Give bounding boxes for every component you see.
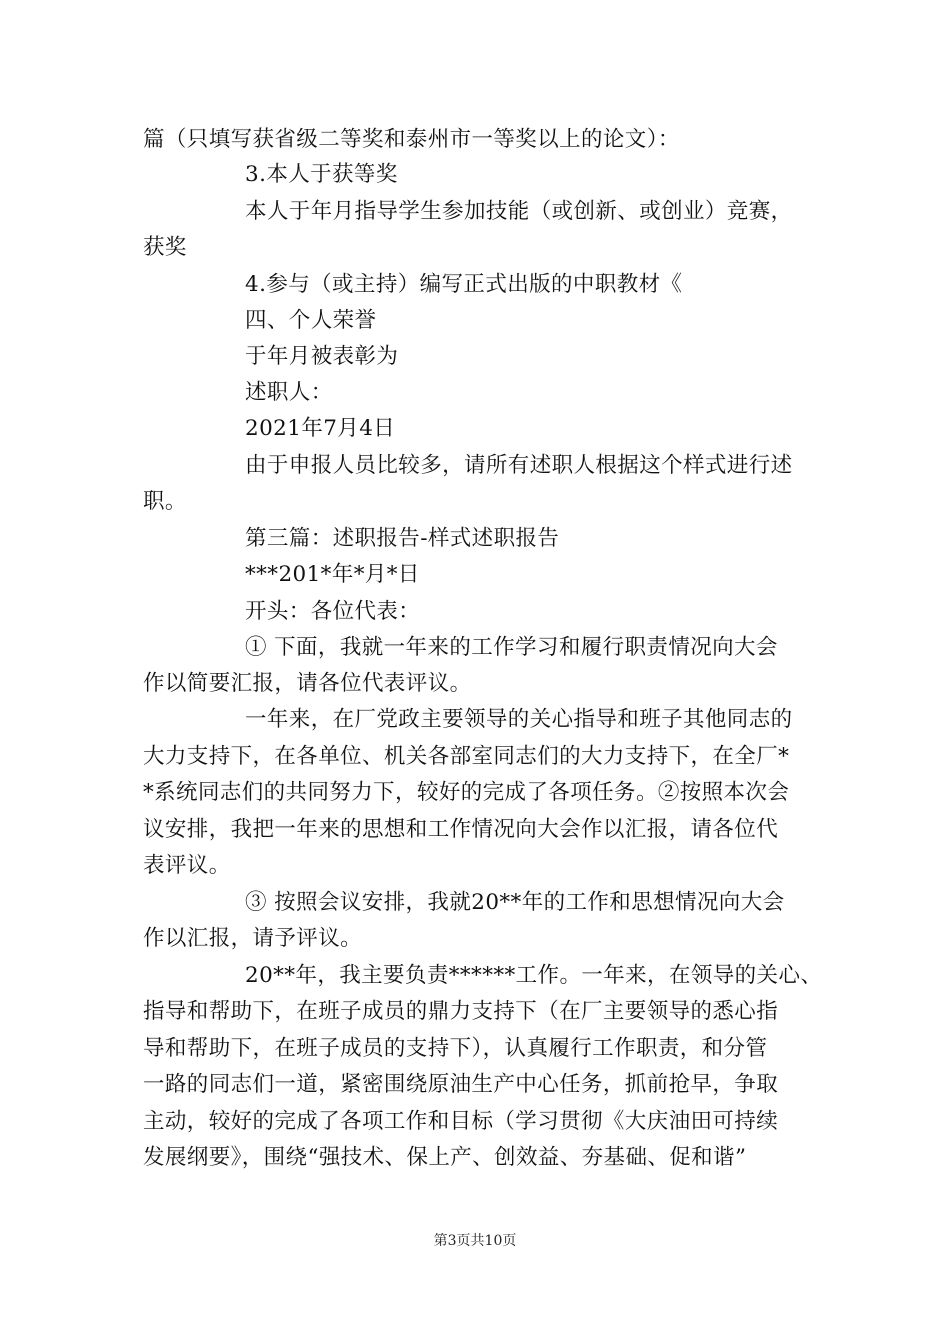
- text-line: 述职人：: [245, 380, 333, 405]
- date-line: ***201*年*月*日: [245, 562, 420, 587]
- text-line: 职。: [143, 489, 187, 514]
- text-line: 于年月被表彰为: [245, 344, 399, 369]
- text-line: 开头：各位代表：: [245, 599, 421, 624]
- text-line: 获奖: [143, 235, 187, 260]
- text-line: ① 下面，我就一年来的工作学习和履行职责情况向大会: [245, 635, 778, 660]
- text-line: 大力支持下，在各单位、机关各部室同志们的大力支持下，在全厂*: [143, 744, 790, 769]
- text-line: 3.本人于获等奖: [245, 162, 398, 187]
- text-line: 篇（只填写获省级二等奖和泰州市一等奖以上的论文）：: [143, 127, 680, 152]
- text-line: 发展纲要》，围绕“强技术、保上产、创效益、夯基础、促和谐”: [143, 1145, 747, 1170]
- date-line: 2021年7月4日: [245, 416, 396, 441]
- text-line: 导和帮助下，在班子成员的支持下），认真履行工作职责，和分管: [143, 1036, 768, 1061]
- text-line: ③ 按照会议安排，我就20**年的工作和思想情况向大会: [245, 890, 785, 915]
- text-line: 作以简要汇报，请各位代表评议。: [143, 671, 472, 696]
- text-line: 由于申报人员比较多，请所有述职人根据这个样式进行述: [245, 453, 793, 478]
- text-line: 一路的同志们一道，紧密围绕原油生产中心任务，抓前抢早，争取: [143, 1072, 779, 1097]
- text-line: 一年来，在厂党政主要领导的关心指导和班子其他同志的: [245, 707, 793, 732]
- text-line: 主动，较好的完成了各项工作和目标（学习贯彻《大庆油田可持续: [143, 1109, 779, 1134]
- text-line: 指导和帮助下，在班子成员的鼎力支持下（在厂主要领导的悉心指: [143, 999, 779, 1024]
- text-line: 20**年，我主要负责******工作。一年来，在领导的关心、: [245, 963, 823, 988]
- text-line: 本人于年月指导学生参加技能（或创新、或创业）竞赛，: [245, 199, 793, 224]
- text-line: 议安排，我把一年来的思想和工作情况向大会作以汇报，请各位代: [143, 817, 779, 842]
- text-line: 作以汇报，请予评议。: [143, 926, 363, 951]
- text-line: 表评议。: [143, 853, 231, 878]
- section-heading: 四、个人荣誉: [245, 308, 377, 333]
- section-heading: 第三篇：述职报告-样式述职报告: [245, 526, 560, 551]
- text-line: 4.参与（或主持）编写正式出版的中职教材《: [245, 272, 683, 297]
- page-number: 第3页共10页: [433, 1233, 517, 1249]
- text-line: *系统同志们的共同努力下，较好的完成了各项任务。②按照本次会: [143, 780, 790, 805]
